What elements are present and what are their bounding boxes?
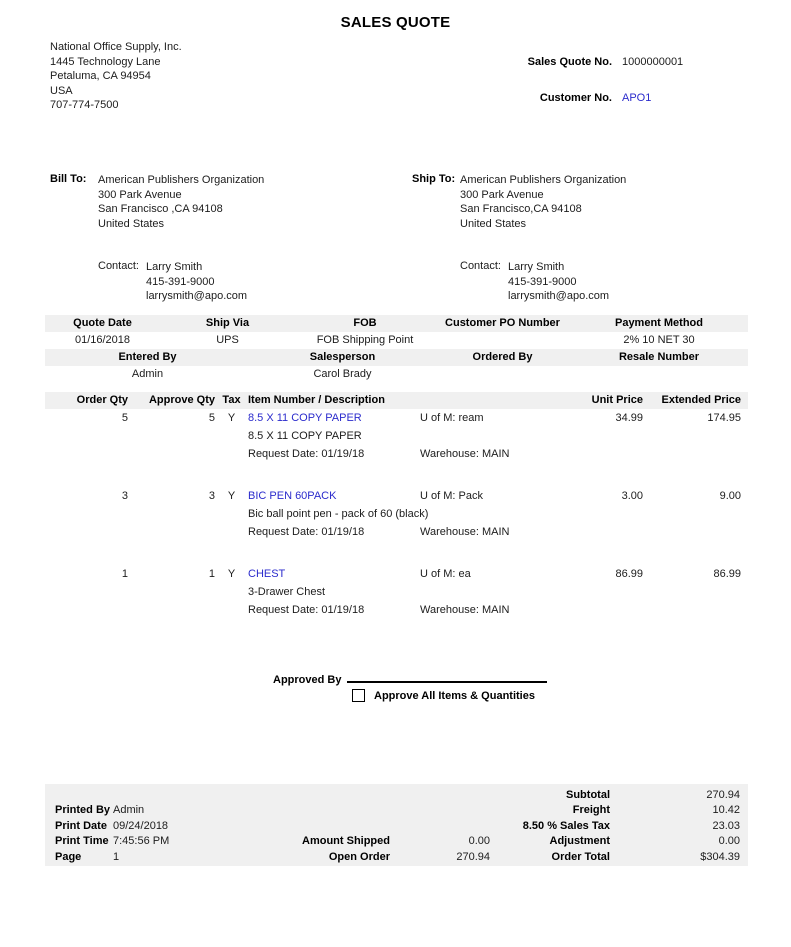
entered-by-header-row — [45, 349, 748, 366]
ordered-by-value — [435, 366, 570, 383]
items-table-body — [45, 409, 748, 643]
bill-to-contact-email: larrysmith@apo.com — [146, 290, 248, 302]
quote-info-value-row — [45, 332, 748, 349]
page-label: Page — [55, 850, 82, 863]
quote-info-table — [45, 315, 748, 383]
order-qty-header: Order Qty — [76, 394, 128, 406]
print-date-value: 09/24/2018 — [113, 819, 169, 832]
company-address-block — [50, 40, 182, 113]
tax-header: Tax — [222, 394, 241, 406]
sales-tax-label: 8.50 % Sales Tax — [522, 819, 610, 832]
item-number-link[interactable]: 8.5 X 11 COPY PAPER — [248, 412, 362, 424]
bill-to-contact-label: Contact: — [98, 260, 139, 272]
resale-number-header: Resale Number — [618, 351, 700, 363]
quote-date-header: Quote Date — [73, 317, 132, 329]
item-extended-price: 9.00 — [719, 490, 741, 502]
item-row — [45, 487, 748, 541]
open-order-value: 270.94 — [456, 850, 490, 863]
item-uom: U of M: ea — [420, 568, 471, 580]
ship-to-contact-label: Contact: — [460, 260, 501, 272]
item-request-date: Request Date: 01/19/18 — [248, 448, 365, 460]
item-extended-price: 174.95 — [707, 412, 741, 424]
amount-shipped-label: Amount Shipped — [302, 835, 390, 848]
page-value: 1 — [113, 850, 120, 863]
item-number-link[interactable]: BIC PEN 60PACK — [248, 490, 337, 502]
ship-to-country: United States — [460, 217, 527, 230]
ship-to-contact-email: larrysmith@apo.com — [508, 290, 610, 302]
item-tax-flag: Y — [227, 490, 236, 502]
item-approve-qty: 3 — [208, 490, 215, 502]
sales-quote-no-value: 1000000001 — [622, 56, 684, 68]
item-description: Bic ball point pen - pack of 60 (black) — [248, 508, 429, 520]
ship-to-contact-name: Larry Smith — [508, 261, 565, 273]
printed-by-label: Printed By — [55, 804, 111, 817]
ship-to-name: American Publishers Organization — [460, 174, 627, 186]
item-request-date: Request Date: 01/19/18 — [248, 526, 365, 538]
approve-qty-header: Approve Qty — [148, 394, 215, 406]
subtotal-label: Subtotal — [566, 789, 610, 801]
bill-to-label: Bill To: — [50, 173, 87, 185]
item-extended-price: 86.99 — [713, 568, 741, 580]
bill-to-contact — [98, 260, 400, 304]
company-address2: Petaluma, CA 94954 — [50, 70, 151, 82]
approve-all-checkbox-label: Approve All Items & Quantities — [374, 689, 535, 702]
item-uom: U of M: ream — [420, 412, 484, 424]
entered-by-value-row — [45, 366, 748, 383]
company-phone: 707-774-7500 — [50, 99, 119, 111]
ship-to-contact — [460, 260, 762, 304]
item-tax-flag: Y — [227, 568, 236, 580]
item-request-date: Request Date: 01/19/18 — [248, 604, 365, 616]
sales-quote-no-row — [400, 56, 748, 68]
item-warehouse: Warehouse: MAIN — [420, 604, 510, 616]
page-title: SALES QUOTE — [340, 14, 451, 31]
customer-po-header: Customer PO Number — [445, 317, 560, 329]
bill-to-country: United States — [98, 217, 165, 230]
adjustment-value: 0.00 — [718, 835, 740, 848]
item-warehouse: Warehouse: MAIN — [420, 448, 510, 460]
item-order-qty: 3 — [121, 490, 128, 502]
item-approve-qty: 1 — [208, 568, 215, 580]
item-description: 3-Drawer Chest — [248, 586, 326, 598]
salesperson-value: Carol Brady — [313, 368, 372, 380]
ship-via-header: Ship Via — [205, 317, 250, 329]
entered-by-header: Entered By — [118, 351, 177, 363]
fob-value: FOB Shipping Point — [316, 334, 414, 346]
print-time-label: Print Time — [55, 835, 109, 848]
bill-to-address2: San Francisco ,CA 94108 — [98, 203, 223, 215]
customer-po-value — [435, 332, 570, 349]
item-warehouse: Warehouse: MAIN — [420, 526, 510, 538]
bill-to-address — [98, 173, 264, 231]
subtotal-value: 270.94 — [706, 789, 740, 801]
freight-value: 10.42 — [712, 804, 740, 817]
item-number-link[interactable]: CHEST — [248, 568, 286, 580]
print-time-value: 7:45:56 PM — [113, 835, 170, 848]
bill-to-address1: 300 Park Avenue — [98, 188, 182, 201]
ship-to-address1: 300 Park Avenue — [460, 188, 544, 201]
salesperson-header: Salesperson — [309, 351, 376, 363]
bill-to-section — [50, 173, 400, 304]
ship-to-contact-phone: 415-391-9000 — [508, 275, 577, 288]
sales-tax-value: 23.03 — [712, 819, 740, 832]
printed-by-value: Admin — [113, 804, 145, 817]
ship-to-section — [412, 173, 762, 304]
item-order-qty: 5 — [121, 412, 128, 424]
company-name: National Office Supply, Inc. — [50, 41, 182, 53]
bill-to-contact-name: Larry Smith — [146, 261, 203, 273]
company-country: USA — [50, 84, 73, 97]
freight-label: Freight — [572, 804, 610, 817]
payment-method-value: 2% 10 NET 30 — [623, 334, 695, 346]
item-order-qty: 1 — [121, 568, 128, 580]
print-date-label: Print Date — [55, 819, 107, 832]
ordered-by-header: Ordered By — [472, 351, 533, 363]
item-unit-price: 34.99 — [615, 412, 643, 424]
ship-to-label: Ship To: — [412, 173, 456, 185]
item-uom: U of M: Pack — [420, 490, 483, 502]
quote-date-value: 01/16/2018 — [74, 334, 131, 346]
approved-by-label: Approved By — [273, 674, 342, 686]
ship-via-value: UPS — [216, 334, 239, 346]
customer-no-link[interactable]: APO1 — [622, 92, 652, 104]
item-row — [45, 409, 748, 463]
entered-by-value: Admin — [131, 368, 164, 380]
order-total-value: $304.39 — [700, 850, 740, 863]
item-approve-qty: 5 — [208, 412, 215, 424]
ship-to-address2: San Francisco,CA 94108 — [460, 203, 582, 215]
bill-to-contact-phone: 415-391-9000 — [146, 275, 215, 288]
item-description-header: Item Number / Description — [248, 394, 385, 406]
quote-info-header-row — [45, 315, 748, 332]
sales-quote-no-label: Sales Quote No. — [527, 56, 612, 68]
approved-by-signature-line[interactable] — [347, 670, 547, 683]
payment-method-header: Payment Method — [614, 317, 703, 329]
customer-no-row — [400, 92, 748, 104]
extended-price-header: Extended Price — [661, 394, 741, 406]
unit-price-header: Unit Price — [591, 394, 643, 406]
bill-to-name: American Publishers Organization — [98, 174, 265, 186]
open-order-label: Open Order — [328, 850, 390, 863]
approve-all-checkbox[interactable] — [352, 689, 365, 702]
totals-footer — [45, 784, 748, 866]
item-unit-price: 3.00 — [621, 490, 643, 502]
company-address1: 1445 Technology Lane — [50, 55, 161, 68]
items-table-header — [45, 392, 748, 409]
amount-shipped-value: 0.00 — [468, 835, 490, 848]
resale-number-value — [570, 366, 748, 383]
item-unit-price: 86.99 — [615, 568, 643, 580]
ship-to-address — [460, 173, 626, 231]
fob-header: FOB — [353, 317, 377, 329]
item-row — [45, 565, 748, 619]
order-total-label: Order Total — [551, 850, 610, 863]
adjustment-label: Adjustment — [549, 835, 610, 848]
item-tax-flag: Y — [227, 412, 236, 424]
customer-no-label: Customer No. — [539, 92, 612, 104]
item-description: 8.5 X 11 COPY PAPER — [248, 430, 362, 442]
approval-section — [0, 670, 791, 703]
